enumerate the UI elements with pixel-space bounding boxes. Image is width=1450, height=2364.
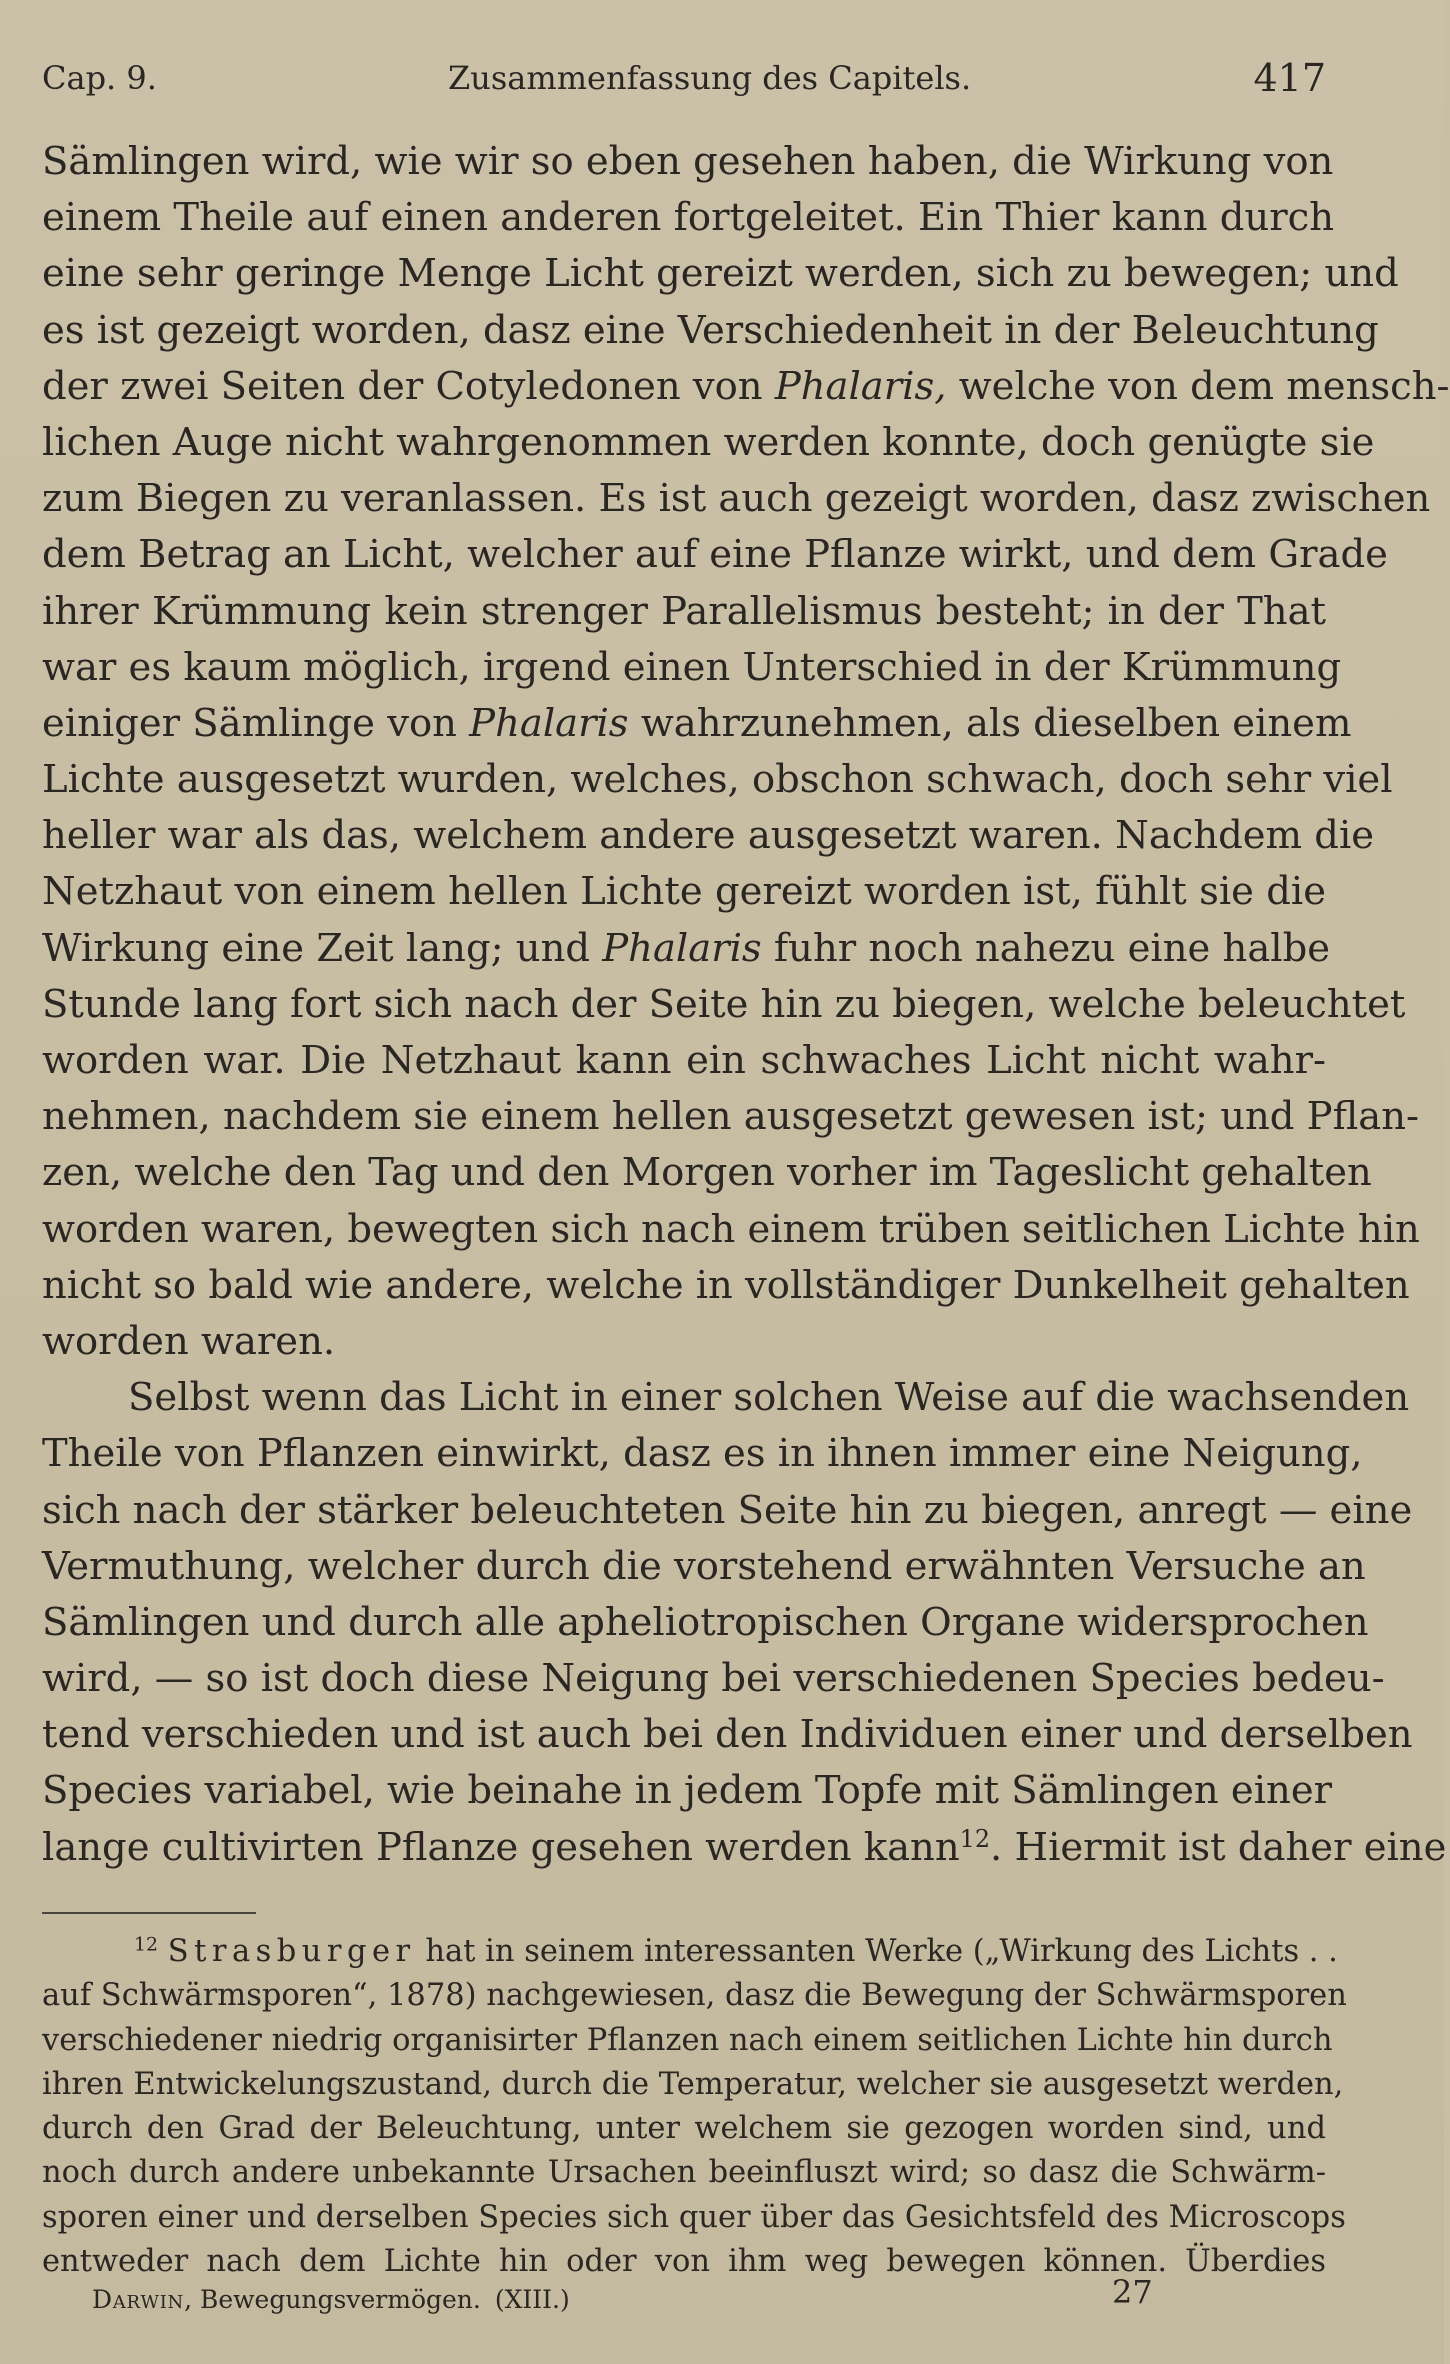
text-line [42,1820,1447,1876]
italic-name: Phalaris, [774,363,947,409]
text-segment: zum Biegen zu veranlassen. Es ist auch gezeigt worden, dasz zwischen [42,476,1431,522]
signature-author: Darwin [92,2285,185,2314]
footnote-line: auf Schwärmsporen“, 1878) nachgewiesen, dasz die Bewegung der Schwärmsporen [42,1978,1347,2014]
signature-comma: , [184,2285,200,2314]
text-segment: worden waren. [42,1318,336,1364]
text-segment: Sämlingen wird, wie wir so eben gesehen haben, die Wirkung von [42,139,1334,184]
text-line [42,808,1375,864]
text-segment: Wirkung eine Zeit lang; und [42,925,603,971]
text-segment: lange cultivirten Pflanze gesehen werden kann [42,1824,960,1870]
footnote-line: noch durch andere unbekannte Ursachen beeinfluszt wird; so dasz die Schwärm- [42,2155,1326,2191]
paragraph-1 [42,134,1450,1370]
paragraph-2 [42,1370,1447,1876]
footnote-line: ihren Entwickelungszustand, durch die Temperatur, welcher sie ausgesetzt werden, [42,2066,1344,2102]
text-segment: Lichte ausgesetzt wurden, welches, obschon schwach, doch sehr viel [42,757,1393,803]
text-segment: einiger Sämlinge von [42,700,470,746]
text-line: sich nach der stärker beleuchteten Seite hin zu biegen, anregt — eine [42,1487,1413,1533]
text-line [42,134,1334,190]
footnote-line: verschiedener niedrig organisirter Pflanzen nach einem seitlichen Lichte hin durch [42,2022,1333,2058]
text-line [42,246,1399,302]
text-segment: . Hiermit ist daher eine [990,1824,1447,1870]
text-line [42,359,1450,415]
text-line [42,415,1375,471]
text-line: wird, — so ist doch diese Neigung bei verschiedenen Species bedeu- [42,1656,1385,1702]
chapter-label: Cap. 9. [42,59,157,97]
text-segment: ihrer Krümmung kein strenger Parallelismus besteht; in der That [42,588,1326,634]
text-line: Species variabel, wie beinahe in jedem Topfe mit Sämlingen einer [42,1768,1333,1814]
text-line: tend verschieden und ist auch bei den Individuen einer und derselben [42,1712,1413,1758]
text-line [42,1314,1326,1370]
text-segment: nicht so bald wie andere, welche in vollständiger Dunkelheit gehalten [42,1262,1410,1308]
running-header [42,48,1326,108]
text-segment: dem Betrag an Licht, welcher auf eine Pflanze wirkt, und dem Grade [42,532,1388,578]
text-segment: Netzhaut von einem hellen Lichte gereizt worden ist, fühlt sie die [42,869,1326,915]
text-line [42,977,1406,1033]
main-text [42,134,1450,1876]
text-line [42,1089,1420,1145]
footnote-first-line: hat in seinem interessanten Werke („Wirkung des Lichts . . [415,1934,1338,1969]
text-line: Vermuthung, welcher durch die vorstehend erwähnten Versuche an [42,1543,1366,1589]
running-title: Zusammenfassung des Capitels. [448,59,972,97]
footnote-number: 12 [134,1933,159,1956]
text-line: Selbst wenn das Licht in einer solchen Weise auf die wachsenden [128,1375,1410,1421]
signature-line [92,2282,570,2318]
text-line [42,696,1352,752]
text-segment: worden waren, bewegten sich nach einem trüben seitlichen Lichte hin [42,1206,1420,1252]
italic-name: Phalaris [469,700,629,746]
text-segment: der zwei Seiten der Cotyledonen von [42,363,775,409]
text-line [42,527,1388,583]
footnote-reference: 12 [959,1824,991,1853]
text-line [42,303,1379,359]
footnote-rule [42,1912,256,1914]
text-segment: war es kaum möglich, irgend einen Unterschied in der Krümmung [42,644,1342,690]
text-segment: wahrzunehmen, als dieselben einem [628,700,1352,746]
text-line [42,1258,1410,1314]
text-line [42,864,1326,920]
sheet-number: 27 [1112,2273,1153,2311]
text-line [42,471,1431,527]
page-number: 417 [1253,56,1326,100]
text-segment: eine sehr geringe Menge Licht gereizt werden, sich zu bewegen; und [42,251,1399,297]
footnote-lines [42,1974,1347,2284]
text-segment: fuhr noch nahezu eine halbe [761,925,1331,971]
text-line [42,1202,1420,1258]
text-line [42,1145,1372,1201]
text-line [42,752,1393,808]
text-line [42,640,1342,696]
footnote-line: entweder nach dem Lichte hin oder von ihm weg bewegen können. Überdies [42,2244,1326,2280]
text-segment: heller war als das, welchem andere ausgesetzt waren. Nachdem die [42,813,1375,859]
text-line [42,190,1335,246]
text-segment: lichen Auge nicht wahrgenommen werden konnte, doch genügte sie [42,419,1375,465]
text-segment: zen, welche den Tag und den Morgen vorher im Tageslicht gehalten [42,1150,1372,1196]
text-segment: Stunde lang fort sich nach der Seite hin zu biegen, welche beleuchtet [42,981,1406,1027]
signature-part: (XIII.) [494,2285,570,2314]
footnote-line [42,1930,1338,1974]
footnote-line: durch den Grad der Beleuchtung, unter welchem sie gezogen worden sind, und [42,2111,1326,2147]
text-segment: es ist gezeigt worden, dasz eine Verschiedenheit in der Beleuchtung [42,307,1379,353]
text-segment: worden war. Die Netzhaut kann ein schwaches Licht nicht wahr- [42,1038,1326,1083]
footnote-line: sporen einer und derselben Species sich quer über das Gesichtsfeld des Microscops [42,2199,1346,2235]
text-line [42,921,1331,977]
signature-work: Bewegungsvermögen. [199,2285,481,2314]
text-line [42,584,1326,640]
text-line: Theile von Pflanzen einwirkt, dasz es in ihnen immer eine Neigung, [42,1431,1363,1477]
footnote-12 [42,1930,1347,2284]
footnote-author: Strasburger [167,1934,416,1969]
text-segment: einem Theile auf einen anderen fortgeleitet. Ein Thier kann durch [42,195,1335,241]
italic-name: Phalaris [602,925,762,971]
text-line: Sämlingen und durch alle apheliotropischen Organe widersprochen [42,1599,1369,1645]
text-segment: welche von dem mensch- [946,363,1450,409]
text-segment: nehmen, nachdem sie einem hellen ausgesetzt gewesen ist; und Pflan- [42,1094,1420,1140]
text-line [42,1033,1326,1089]
